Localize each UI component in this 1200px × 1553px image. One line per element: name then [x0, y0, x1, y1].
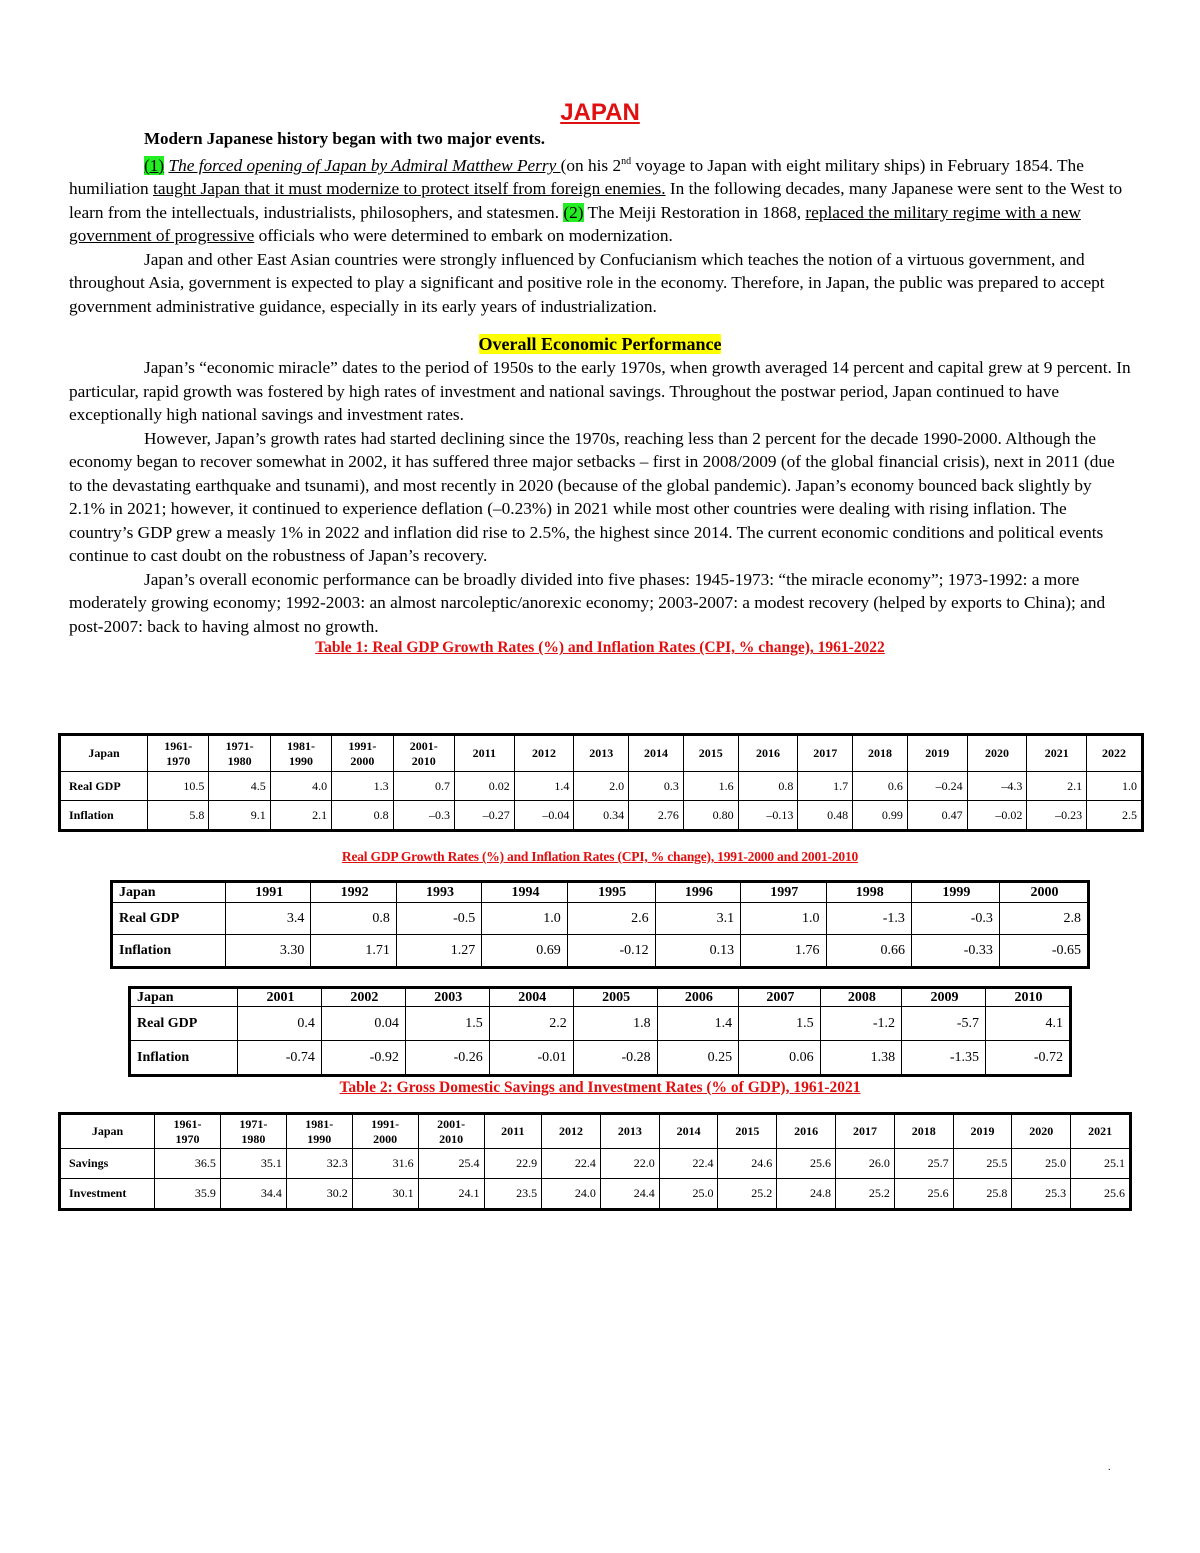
paragraph-miracle: Japan’s “economic miracle” dates to the period of 1950s to the early 1970s, when growth averaged 14 percent and capital grew at 9 percent. In particular, rapid growth was fostered by high rates of investment and national savings. Throughout the postwar period, Japan continued to have exceptionally high national savings and investment rates. [69, 358, 1131, 425]
table-cell: 2.0 [574, 772, 629, 801]
column-header: 2001- 2010 [393, 736, 454, 772]
table-row [61, 1149, 1130, 1179]
column-header: 2007 [739, 989, 820, 1007]
row-label: Inflation [131, 1041, 238, 1075]
table-cell: 22.4 [659, 1149, 718, 1179]
intro-subhead: Modern Japanese history began with two major events. [144, 129, 546, 148]
column-header: 2010 [985, 989, 1069, 1007]
table-cell: -0.5 [396, 903, 481, 935]
table-header-row [113, 883, 1088, 903]
table-cell: 2.8 [999, 903, 1087, 935]
para1-text: The Meiji Restoration in 1868, [583, 202, 806, 222]
column-header: 2018 [853, 736, 908, 772]
column-header: 2001- 2010 [418, 1115, 484, 1149]
table-cell: 35.9 [155, 1179, 221, 1209]
table-cell: 25.0 [659, 1179, 718, 1209]
column-header: 1981- 1990 [270, 736, 331, 772]
table-cell: -0.01 [489, 1041, 573, 1075]
table-cell: 24.8 [777, 1179, 836, 1209]
section-heading-text: Overall Economic Performance [478, 334, 722, 355]
underlined-phrase: replaced the military regime with a new government of progressive [69, 202, 1081, 246]
table-cell: 24.1 [418, 1179, 484, 1209]
table-cell: 32.3 [286, 1149, 352, 1179]
column-header: 2019 [953, 1115, 1012, 1149]
column-header: 1992 [311, 883, 396, 903]
table-cell: 1.38 [820, 1041, 901, 1075]
row-label: Real GDP [113, 903, 226, 935]
table-cell: 2.1 [270, 801, 331, 830]
table-cell: 10.5 [148, 772, 209, 801]
table-row [113, 935, 1088, 967]
table-cell: 30.1 [352, 1179, 418, 1209]
row-label: Investment [61, 1179, 155, 1209]
table-cell: 0.8 [738, 772, 798, 801]
table-row [61, 772, 1142, 801]
column-header: 1999 [911, 883, 999, 903]
table-cell: 24.4 [600, 1179, 659, 1209]
table-cell: 23.5 [484, 1179, 542, 1209]
table-cell: –0.23 [1027, 801, 1087, 830]
document-page [69, 98, 1131, 658]
table-cell: 25.5 [953, 1149, 1012, 1179]
column-header: 1995 [567, 883, 655, 903]
column-header: 2019 [907, 736, 967, 772]
column-header: 2018 [894, 1115, 953, 1149]
table-cell: –0.13 [738, 801, 798, 830]
table-cell: 25.6 [894, 1179, 953, 1209]
table-cell: 0.34 [574, 801, 629, 830]
row-label: Real GDP [61, 772, 148, 801]
table-cell: 22.9 [484, 1149, 542, 1179]
table-cell: 25.1 [1071, 1149, 1130, 1179]
table-cell: 0.3 [629, 772, 684, 801]
table-cell: –0.24 [907, 772, 967, 801]
column-header: 2020 [1012, 1115, 1071, 1149]
table-cell: 9.1 [209, 801, 270, 830]
column-header: 2016 [738, 736, 798, 772]
table-cell: 1.8 [573, 1007, 657, 1041]
table-cell: 25.2 [836, 1179, 895, 1209]
column-header: 2016 [777, 1115, 836, 1149]
column-header: 2006 [657, 989, 738, 1007]
table-cell: 2.2 [489, 1007, 573, 1041]
column-header: 2003 [405, 989, 489, 1007]
column-header: 1996 [655, 883, 740, 903]
table-cell: 0.6 [853, 772, 908, 801]
table-cell: -0.65 [999, 935, 1087, 967]
table-cell: 22.0 [600, 1149, 659, 1179]
column-header: 1998 [826, 883, 911, 903]
column-header: 2017 [798, 736, 853, 772]
row-label-header: Japan [131, 989, 238, 1007]
table-cell: -5.7 [902, 1007, 986, 1041]
table-cell: 25.8 [953, 1179, 1012, 1209]
column-header: 1994 [482, 883, 567, 903]
column-header: 2017 [836, 1115, 895, 1149]
column-header: 2008 [820, 989, 901, 1007]
column-header: 2015 [718, 1115, 777, 1149]
para1-text: (on his 2 [560, 155, 622, 175]
table-cell: 2.6 [567, 903, 655, 935]
column-header: 2021 [1071, 1115, 1130, 1149]
column-header: 2011 [484, 1115, 542, 1149]
table-gdp-inflation [60, 735, 1142, 830]
table-cell: -0.28 [573, 1041, 657, 1075]
table-cell: -1.3 [826, 903, 911, 935]
table2-caption: Table 2: Gross Domestic Savings and Investment Rates (% of GDP), 1961-2021 [339, 1079, 861, 1096]
column-header: 1981- 1990 [286, 1115, 352, 1149]
row-label: Inflation [113, 935, 226, 967]
marker-1: (1) [144, 155, 165, 175]
table-savings-investment [60, 1114, 1130, 1209]
superscript-nd: nd [621, 156, 632, 167]
column-header: 1997 [741, 883, 826, 903]
row-label-header: Japan [113, 883, 226, 903]
table-cell: 0.8 [332, 801, 393, 830]
table-cell: 1.71 [311, 935, 396, 967]
table-cell: 25.4 [418, 1149, 484, 1179]
column-header: 2014 [629, 736, 684, 772]
column-header: 1961- 1970 [155, 1115, 221, 1149]
column-header: 2022 [1087, 736, 1142, 772]
perry-phrase: The forced opening of Japan by Admiral Matthew Perry [168, 155, 561, 175]
table1-caption: Table 1: Real GDP Growth Rates (%) and Inflation Rates (CPI, % change), 1961-2022 [315, 639, 885, 657]
table-cell: 25.7 [894, 1149, 953, 1179]
row-label-header: Japan [61, 1115, 155, 1149]
table-cell: -0.74 [238, 1041, 322, 1075]
table-header-row [61, 736, 1142, 772]
paragraph-phases: Japan’s overall economic performance can be broadly divided into five phases: 1945-1973: “the miracle economy”; 1973-1992: a more moderately growing economy; 1992-2003: an almost narcoleptic/anorexic economy; 2003-2007: a modest recovery (helped by exports to China); and post-2007: back to having almost no growth. [69, 569, 1106, 636]
column-header: 1971- 1980 [220, 1115, 286, 1149]
table-cell: -0.92 [321, 1041, 405, 1075]
table-cell: 24.0 [542, 1179, 601, 1209]
subtable-caption: Real GDP Growth Rates (%) and Inflation Rates (CPI, % change), 1991-2000 and 2001-2010 [341, 849, 859, 864]
table-cell: –0.27 [454, 801, 514, 830]
table-cell: 24.6 [718, 1149, 777, 1179]
column-header: 1991 [226, 883, 311, 903]
table-cell: 0.80 [683, 801, 738, 830]
table-cell: 25.3 [1012, 1179, 1071, 1209]
table-cell: 0.48 [798, 801, 853, 830]
table-row [131, 1007, 1070, 1041]
paragraph-confucianism: Japan and other East Asian countries were strongly influenced by Confucianism which teaches the notion of a virtuous government, and throughout Asia, government is expected to play a significant and positive role in the economy. Therefore, in Japan, the public was prepared to accept government administrative guidance, especially in its early years of industrialization. [69, 249, 1105, 316]
table-cell: -0.26 [405, 1041, 489, 1075]
marker-2: (2) [563, 202, 584, 222]
table-cell: 0.47 [907, 801, 967, 830]
table-cell: 0.4 [238, 1007, 322, 1041]
table-cell: 0.02 [454, 772, 514, 801]
paragraph-history [69, 150, 1131, 248]
table-cell: 25.0 [1012, 1149, 1071, 1179]
footer-mark: . [1108, 1462, 1111, 1473]
table-cell: –0.02 [967, 801, 1027, 830]
table-cell: 3.4 [226, 903, 311, 935]
table-cell: 1.27 [396, 935, 481, 967]
column-header: 2021 [1027, 736, 1087, 772]
table-cell: 1.0 [741, 903, 826, 935]
para1-text: In the following decades, many Japanese were sent to the West to learn from the intellectuals, industrialists, philosophers, and statesmen. [69, 179, 1123, 222]
table-cell: 0.13 [655, 935, 740, 967]
table-cell: 0.25 [657, 1041, 738, 1075]
table-cell: 0.06 [739, 1041, 820, 1075]
column-header: 2013 [600, 1115, 659, 1149]
table-cell: 0.99 [853, 801, 908, 830]
underlined-phrase: taught Japan that it must modernize to protect itself from foreign enemies. [153, 179, 666, 199]
table-cell: 0.7 [393, 772, 454, 801]
table-cell: 35.1 [220, 1149, 286, 1179]
table-cell: 4.1 [985, 1007, 1069, 1041]
table-cell: 4.5 [209, 772, 270, 801]
table-cell: 1.4 [514, 772, 574, 801]
table-header-row [131, 989, 1070, 1007]
table-cell: 2.5 [1087, 801, 1142, 830]
para1-text: officials who were determined to embark on modernization. [254, 226, 673, 246]
table-cell: 31.6 [352, 1149, 418, 1179]
table-cell: 36.5 [155, 1149, 221, 1179]
table-cell: 1.0 [482, 903, 567, 935]
table-cell: 1.7 [798, 772, 853, 801]
table-cell: 25.6 [777, 1149, 836, 1179]
section-heading [69, 332, 1131, 356]
row-label: Savings [61, 1149, 155, 1179]
table-cell: -1.35 [902, 1041, 986, 1075]
table-cell: 1.5 [739, 1007, 820, 1041]
table-2001-2010 [130, 988, 1070, 1075]
table-cell: 2.76 [629, 801, 684, 830]
column-header: 1991- 2000 [332, 736, 393, 772]
table-cell: 1.0 [1087, 772, 1142, 801]
table-row [113, 903, 1088, 935]
column-header: 2012 [514, 736, 574, 772]
table-cell: 4.0 [270, 772, 331, 801]
table-cell: 1.6 [683, 772, 738, 801]
table-cell: 3.1 [655, 903, 740, 935]
table-cell: -0.72 [985, 1041, 1069, 1075]
row-label-header: Japan [61, 736, 148, 772]
table-cell: 30.2 [286, 1179, 352, 1209]
page-title: JAPAN [560, 99, 640, 126]
table-cell: 1.5 [405, 1007, 489, 1041]
table-cell: -0.3 [911, 903, 999, 935]
column-header: 2013 [574, 736, 629, 772]
table-cell: 1.4 [657, 1007, 738, 1041]
table-cell: 5.8 [148, 801, 209, 830]
table-cell: 0.04 [321, 1007, 405, 1041]
column-header: 2012 [542, 1115, 601, 1149]
column-header: 2001 [238, 989, 322, 1007]
table-header-row [61, 1115, 1130, 1149]
paragraph-decline: However, Japan’s growth rates had started declining since the 1970s, reaching less than 2 percent for the decade 1990-2000. Although the economy began to recover somewhat in 2002, it has suffered three major setbacks – first in 2008/2009 (of the global financial crisis), next in 2011 (due to the devastating earthquake and tsunami), and most recently in 2020 (because of the global pandemic). Japan’s economy bounced back slightly by 2.1% in 2021; however, it continued to experience deflation (–0.23%) in 2021 while most other countries were dealing with rising inflation. The country’s GDP grew a measly 1% in 2022 and inflation did rise to 2.5%, the highest since 2014. The current economic conditions and political events continue to cast doubt on the robustness of Japan’s recovery. [69, 428, 1115, 566]
table-cell: –0.04 [514, 801, 574, 830]
row-label: Inflation [61, 801, 148, 830]
table-row [61, 801, 1142, 830]
table-cell: -0.33 [911, 935, 999, 967]
column-header: 2015 [683, 736, 738, 772]
column-header: 2009 [902, 989, 986, 1007]
column-header: 2000 [999, 883, 1087, 903]
table-row [61, 1179, 1130, 1209]
table-cell: –4.3 [967, 772, 1027, 801]
table-cell: -0.12 [567, 935, 655, 967]
table-cell: 0.8 [311, 903, 396, 935]
table-cell: 0.69 [482, 935, 567, 967]
column-header: 2004 [489, 989, 573, 1007]
table-cell: 3.30 [226, 935, 311, 967]
table-1991-2000 [112, 882, 1088, 967]
column-header: 2002 [321, 989, 405, 1007]
row-label: Real GDP [131, 1007, 238, 1041]
column-header: 2011 [454, 736, 514, 772]
column-header: 1993 [396, 883, 481, 903]
table-cell: -1.2 [820, 1007, 901, 1041]
table-row [131, 1041, 1070, 1075]
column-header: 2020 [967, 736, 1027, 772]
column-header: 1971- 1980 [209, 736, 270, 772]
para1-text: voyage to Japan with eight military ships) in February 1854. The humiliation [69, 155, 1084, 199]
table-cell: 34.4 [220, 1179, 286, 1209]
table-cell: 22.4 [542, 1149, 601, 1179]
table-cell: 0.66 [826, 935, 911, 967]
table-cell: 26.0 [836, 1149, 895, 1179]
column-header: 2005 [573, 989, 657, 1007]
table-cell: 25.2 [718, 1179, 777, 1209]
table-cell: 25.6 [1071, 1179, 1130, 1209]
column-header: 1961- 1970 [148, 736, 209, 772]
column-header: 2014 [659, 1115, 718, 1149]
column-header: 1991- 2000 [352, 1115, 418, 1149]
table-cell: –0.3 [393, 801, 454, 830]
table-cell: 1.3 [332, 772, 393, 801]
table-cell: 1.76 [741, 935, 826, 967]
table-cell: 2.1 [1027, 772, 1087, 801]
